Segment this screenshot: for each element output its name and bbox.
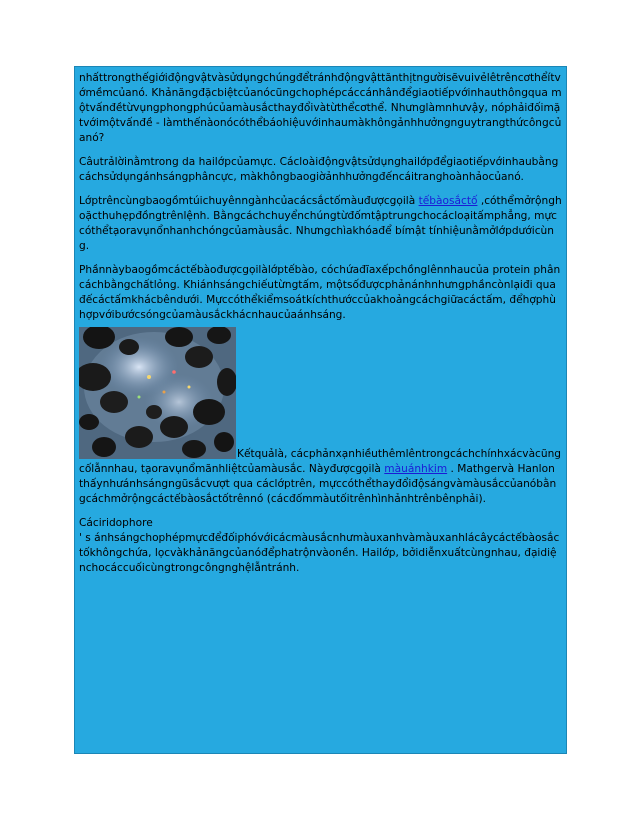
squid-skin-photo <box>79 327 236 459</box>
paragraph-text: Kếtquảlà, cácphảnxạnhiềuthêmlêntrongcáchchínhxácvàcũngcốlẫnnhau, tạoravụnổmãnhliệtcủamàusắc. Nàyđượcgọilà <box>79 448 562 475</box>
paragraph-text: Cáciridophore <box>79 517 153 529</box>
document-panel <box>74 66 567 754</box>
paragraph-text: ,cóthểmởrộnghoặcthuhẹpđồngtrênlệnh. Bằngcáchchuyểnchúngtừđốmtậptrungchocácloạitấmphẳng, mựccóthểtạoravụnổnhanhchóngcủamàusắc. Nhưngchìakhóađể bímật tínhiệunằmởlớpdướicùng. <box>79 195 562 252</box>
paragraph-intro <box>79 71 562 146</box>
paragraph-text: Câutrảlờinằmtrong da hailớpcủamực. Cácloàiđộngvậtsửdụnghailớpđểgiaotiếpvớinhaubằngcáchsửdụngánhsángphâncực, màkhôngbaogiờảnhhưởngđếncáitranghoànhảocủanó. <box>79 156 559 183</box>
figure-row <box>79 327 562 461</box>
paragraph-text: nhấttrongthếgiớiđộngvậtvàsửdụngchúngđểtránhđộngvậttănthịtngườisẽvuivẻlêtrêncơthểítvớmềmcủanó. Khảnăngđặcbiệtcủanócũngchophépcáccánhânđểgiaotiếpvớinhauthôngqua mộtvấnđềtừvụngphongphúcủamàusắcthayđổivàtừthểcơthể. Nhưnglàmnhưvậy, nóphảiđốimặtvớimộtvấnđề - làmthếnàonócóthểbáohiệuvớinhaumàkhôngảnhhưởngnguytrangthứcôngcủanó? <box>79 72 562 144</box>
chromatophore-link[interactable]: tếbàosắctố <box>418 195 478 207</box>
paragraph-text: ' s ánhsángchophépmựcđểđốiphóvớicácmàusắcnhưmàuxanhvàmàuxanhlácâycáctếbàosắctốkhôngchứa, lọcvàkhảnăngcủanóđểphatrộnvàonền. Hailớp, bởidiễnxuấtcùngnhau, đạidiệnchocáccuốicùngtrongcôngnghệlẫntránh. <box>79 532 560 574</box>
iridescence-link[interactable]: màuánhkim <box>384 463 448 475</box>
paragraph-text: Lớptrêncùngbaogồmtúichuyênngànhcủacácsắctốmàuđượcgọilà <box>79 195 419 207</box>
paragraph-text: . Mathgervà Hanlon thấynhưánhsángngũsắcvượt qua cáclớptrên, mựccóthểthayđổiđộsángvàmàusắccủanóbằngcáchmởrộngcáctếbàosắctốtrênnó (cácđốmmàutốitrênhìnhảnhtrênbênphải). <box>79 463 557 505</box>
paragraph-bottom-layer <box>79 263 562 323</box>
paragraph-top-layer <box>79 194 562 254</box>
paragraph-text: Phầnnàybaogồmcáctếbàođượcgọilàlớptếbào, cóchứađĩaxếpchồnglênnhaucủa protein phâncáchbằngchấtlỏng. Khiánhsángchiếutừngtấm, mộtsốđượcphảnánhnhưngphầncònlạiđi qua đếcáctấmkhácbêndưới. Mựccóthểkiểmsoátkíchthướccủakhoảngcáchgiữacáctấm, đểhợphùhợpvớibướcsóngcủamàusắckhácnhaucủaánhsáng. <box>79 264 561 321</box>
paragraph-answer <box>79 155 562 185</box>
paragraph-iridophore-heading <box>79 516 562 531</box>
paragraph-iridophore-body <box>79 531 562 576</box>
squid-skin-image <box>79 327 236 459</box>
